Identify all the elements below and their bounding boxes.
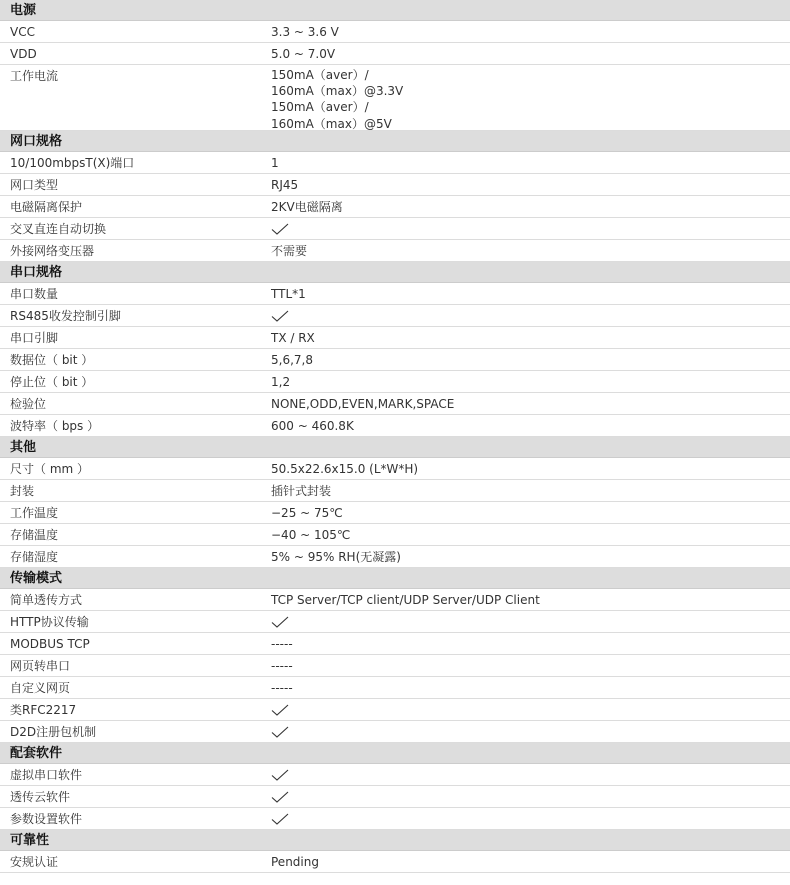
spec-row <box>0 371 790 393</box>
spec-value: ----- <box>271 659 293 673</box>
spec-value: 插针式封装 <box>271 484 332 498</box>
spec-value: TCP Server/TCP client/UDP Server/UDP Client <box>271 593 540 607</box>
spec-value: 5,6,7,8 <box>271 353 313 367</box>
spec-label: 尺寸（ mm ） <box>10 462 90 476</box>
spec-row <box>0 502 790 524</box>
spec-label: 交叉直连自动切换 <box>10 222 107 236</box>
spec-label: 网口类型 <box>10 178 59 192</box>
spec-label: 网页转串口 <box>10 659 71 673</box>
spec-label: MODBUS TCP <box>10 637 90 651</box>
spec-label: 波特率（ bps ） <box>10 419 100 433</box>
spec-row <box>0 196 790 218</box>
section-title: 其他 <box>0 437 790 458</box>
spec-row <box>0 611 790 633</box>
spec-value <box>260 808 790 829</box>
spec-value: 50.5x22.6x15.0 (L*W*H) <box>271 462 419 476</box>
spec-label: 类RFC2217 <box>10 703 77 717</box>
spec-row <box>0 393 790 415</box>
spec-label: 电磁隔离保护 <box>10 200 83 214</box>
spec-row <box>0 524 790 546</box>
spec-label: 自定义网页 <box>10 681 71 695</box>
section-title: 电源 <box>0 0 790 21</box>
spec-row <box>0 65 790 131</box>
spec-value <box>260 611 790 632</box>
spec-row <box>0 655 790 677</box>
spec-value: 不需要 <box>271 244 308 258</box>
check-icon <box>271 768 289 782</box>
spec-value: ----- <box>271 681 293 695</box>
spec-value-line: 160mA（max）@5V <box>271 116 392 131</box>
spec-row <box>0 21 790 43</box>
spec-value <box>260 305 790 326</box>
spec-row <box>0 764 790 786</box>
spec-label: 工作电流 <box>10 69 59 83</box>
spec-label: VDD <box>10 47 37 61</box>
spec-value <box>260 218 790 239</box>
spec-row <box>0 633 790 655</box>
spec-value <box>260 65 790 130</box>
spec-row <box>0 546 790 568</box>
spec-row <box>0 851 790 873</box>
check-icon <box>271 725 289 739</box>
spec-label: RS485收发控制引脚 <box>10 309 121 323</box>
section-title: 传输模式 <box>0 568 790 589</box>
spec-label: HTTP协议传输 <box>10 615 89 629</box>
spec-row <box>0 677 790 699</box>
spec-row <box>0 327 790 349</box>
spec-value: TTL*1 <box>271 287 306 301</box>
spec-row <box>0 240 790 262</box>
spec-label: 透传云软件 <box>10 790 71 804</box>
section-title: 网口规格 <box>0 131 790 152</box>
spec-value: 3.3 ~ 3.6 V <box>271 25 339 39</box>
spec-value <box>260 721 790 742</box>
spec-value <box>260 764 790 785</box>
spec-label: 检验位 <box>10 397 47 411</box>
spec-value: RJ45 <box>271 178 299 192</box>
spec-row <box>0 808 790 830</box>
spec-value-line: 150mA（aver）/ <box>271 100 369 115</box>
spec-value: −25 ~ 75℃ <box>271 506 343 520</box>
spec-label: 虚拟串口软件 <box>10 768 83 782</box>
spec-label: 存储温度 <box>10 528 59 542</box>
spec-label: 10/100mbpsT(X)端口 <box>10 156 135 170</box>
spec-row <box>0 349 790 371</box>
spec-label: 封装 <box>10 484 35 498</box>
spec-label: 参数设置软件 <box>10 812 83 826</box>
spec-label: 安规认证 <box>10 855 59 869</box>
spec-value <box>260 699 790 720</box>
spec-label: 停止位（ bit ） <box>10 375 94 389</box>
spec-row <box>0 721 790 743</box>
section-title: 串口规格 <box>0 262 790 283</box>
spec-label: 数据位（ bit ） <box>10 353 94 367</box>
spec-value <box>260 786 790 807</box>
spec-value: 1 <box>271 156 279 170</box>
check-icon <box>271 309 289 323</box>
spec-value: Pending <box>271 855 319 869</box>
spec-row <box>0 43 790 65</box>
check-icon <box>271 703 289 717</box>
spec-value-line: 150mA（aver）/ <box>271 68 369 82</box>
spec-label: D2D注册包机制 <box>10 725 97 739</box>
spec-value: −40 ~ 105℃ <box>271 528 351 542</box>
spec-label: 外接网络变压器 <box>10 244 95 258</box>
spec-value: 600 ~ 460.8K <box>271 419 354 433</box>
check-icon <box>271 790 289 804</box>
spec-value: ----- <box>271 637 293 651</box>
check-icon <box>271 615 289 629</box>
spec-row <box>0 415 790 437</box>
spec-value: TX / RX <box>271 331 315 345</box>
check-icon <box>271 222 289 236</box>
spec-label: VCC <box>10 25 35 39</box>
spec-value: 2KV电磁隔离 <box>271 200 343 214</box>
spec-row <box>0 786 790 808</box>
spec-value: 5% ~ 95% RH(无凝露) <box>271 550 401 564</box>
spec-row <box>0 458 790 480</box>
spec-row <box>0 152 790 174</box>
check-icon <box>271 812 289 826</box>
spec-label: 工作温度 <box>10 506 59 520</box>
section-title: 配套软件 <box>0 743 790 764</box>
spec-value: NONE,ODD,EVEN,MARK,SPACE <box>271 397 455 411</box>
spec-row <box>0 305 790 327</box>
spec-row <box>0 699 790 721</box>
spec-value: 5.0 ~ 7.0V <box>271 47 336 61</box>
spec-row <box>0 589 790 611</box>
spec-value: 1,2 <box>271 375 291 389</box>
spec-row <box>0 283 790 305</box>
spec-row <box>0 480 790 502</box>
spec-row <box>0 174 790 196</box>
section-title: 可靠性 <box>0 830 790 851</box>
spec-value-line: 160mA（max）@3.3V <box>271 84 404 99</box>
spec-label: 串口引脚 <box>10 331 59 345</box>
spec-row <box>0 218 790 240</box>
spec-label: 串口数量 <box>10 287 59 301</box>
spec-label: 简单透传方式 <box>10 593 83 607</box>
spec-label: 存储湿度 <box>10 550 59 564</box>
